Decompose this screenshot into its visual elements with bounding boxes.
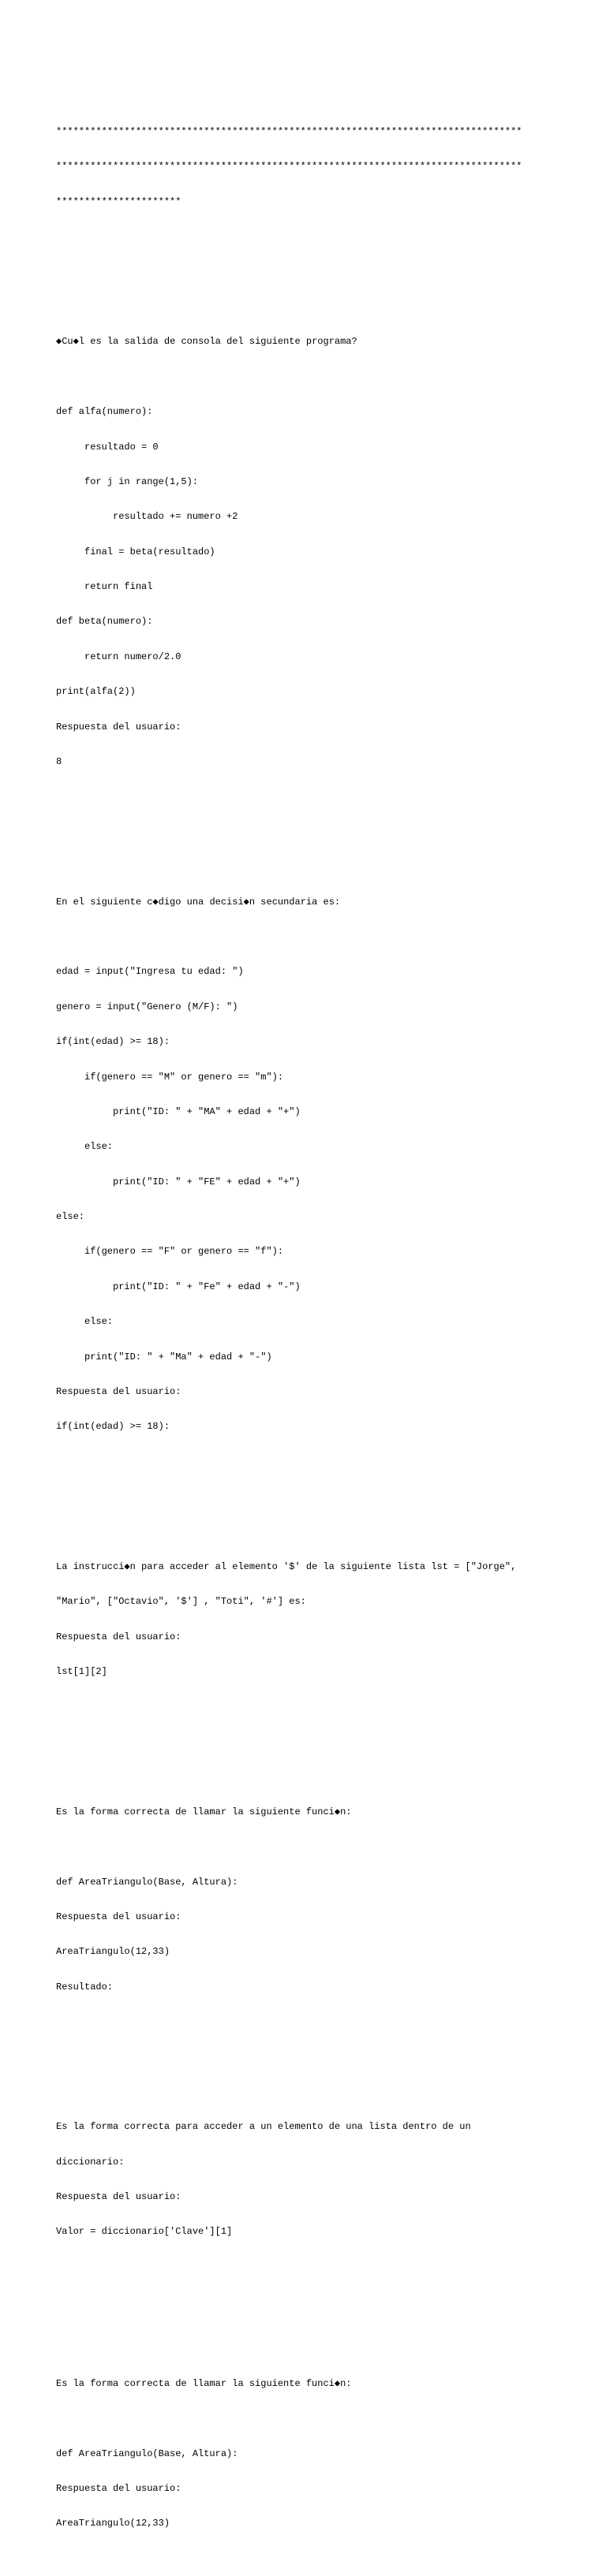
spacer: [56, 815, 577, 826]
star-line: **********************************************************************************: [56, 161, 522, 173]
answer-label: Respuesta del usuario:: [56, 1911, 181, 1922]
answer-label: Respuesta del usuario:: [56, 1631, 181, 1642]
code-line: def beta(numero):: [56, 616, 153, 628]
code-line: resultado = 0: [56, 441, 159, 453]
code-line: if(genero == "F" or genero == "f"):: [56, 1246, 284, 1258]
question-prompt: La instrucci◆n para acceder al elemento '$' de la siguiente lista lst = ["Jorge",: [56, 1561, 517, 1572]
code-line: return numero/2.0: [56, 651, 181, 662]
question-prompt: ◆Cu◆l es la salida de consola del siguiente programa?: [56, 336, 357, 348]
document-page: [56, 68, 577, 2576]
answer-text: AreaTriangulo(12,33): [56, 2518, 170, 2529]
code-line: def AreaTriangulo(Base, Altura):: [56, 1876, 238, 1888]
code-line: for j in range(1,5):: [56, 475, 199, 487]
answer-text: Valor = diccionario['Clave'][1]: [56, 2226, 233, 2238]
code-line: print("ID: " + "Ma" + edad + "-"): [56, 1351, 272, 1363]
star-line: **********************************************************************************: [56, 125, 522, 137]
question-prompt: Es la forma correcta de llamar la siguiente funci◆n:: [56, 2377, 352, 2389]
question-prompt: diccionario:: [56, 2156, 125, 2168]
question-5: [56, 2098, 577, 2261]
question-prompt: Es la forma correcta de llamar la siguiente funci◆n:: [56, 1806, 352, 1817]
question-3: [56, 1538, 577, 1701]
code-line: if(int(edad) >= 18):: [56, 1036, 170, 1048]
answer-text: 8: [56, 756, 62, 768]
answer-text: if(int(edad) >= 18):: [56, 1421, 170, 1433]
spacer: [56, 1724, 577, 1736]
question-prompt: En el siguiente c◆digo una decisi◆n secundaria es:: [56, 896, 341, 908]
answer-label: Respuesta del usuario:: [56, 2482, 181, 2494]
star-line: **********************: [56, 196, 181, 207]
answer-label: Respuesta del usuario:: [56, 1386, 181, 1398]
code-line: resultado += numero +2: [56, 511, 238, 523]
code-line: else:: [56, 1316, 114, 1328]
question-prompt: "Mario", ["Octavio", '$'] , "Toti", '#'] es:: [56, 1596, 306, 1608]
spacer: [56, 1841, 577, 1853]
code-line: def AreaTriangulo(Base, Altura):: [56, 2447, 238, 2459]
spacer: [56, 931, 577, 943]
code-line: genero = input("Genero (M/F): "): [56, 1001, 238, 1012]
question-1: [56, 313, 577, 792]
question-4: [56, 1783, 577, 2016]
star-header: [56, 103, 577, 231]
code-line: else:: [56, 1211, 85, 1223]
spacer: [56, 1479, 577, 1491]
question-2: [56, 873, 577, 1456]
answer-text: AreaTriangulo(12,33): [56, 1946, 170, 1958]
code-line: print("ID: " + "FE" + edad + "+"): [56, 1176, 301, 1187]
spacer: [56, 2413, 577, 2425]
result-label: Resultado:: [56, 1981, 114, 1993]
spacer: [56, 255, 577, 267]
code-line: return final: [56, 581, 153, 593]
code-line: print("ID: " + "MA" + edad + "+"): [56, 1105, 301, 1117]
code-line: else:: [56, 1141, 114, 1153]
spacer: [56, 371, 577, 383]
code-line: print(alfa(2)): [56, 686, 136, 698]
code-line: def alfa(numero):: [56, 406, 153, 418]
answer-label: Respuesta del usuario:: [56, 721, 181, 733]
code-line: final = beta(resultado): [56, 546, 215, 557]
code-line: edad = input("Ingresa tu edad: "): [56, 966, 244, 978]
question-prompt: Es la forma correcta para acceder a un elemento de una lista dentro de un: [56, 2121, 471, 2133]
answer-text: lst[1][2]: [56, 1666, 107, 1678]
spacer: [56, 2284, 577, 2308]
code-line: print("ID: " + "Fe" + edad + "-"): [56, 1281, 301, 1292]
code-line: if(genero == "M" or genero == "m"):: [56, 1071, 284, 1083]
question-6: [56, 2354, 577, 2553]
spacer: [56, 2040, 577, 2052]
answer-label: Respuesta del usuario:: [56, 2191, 181, 2203]
